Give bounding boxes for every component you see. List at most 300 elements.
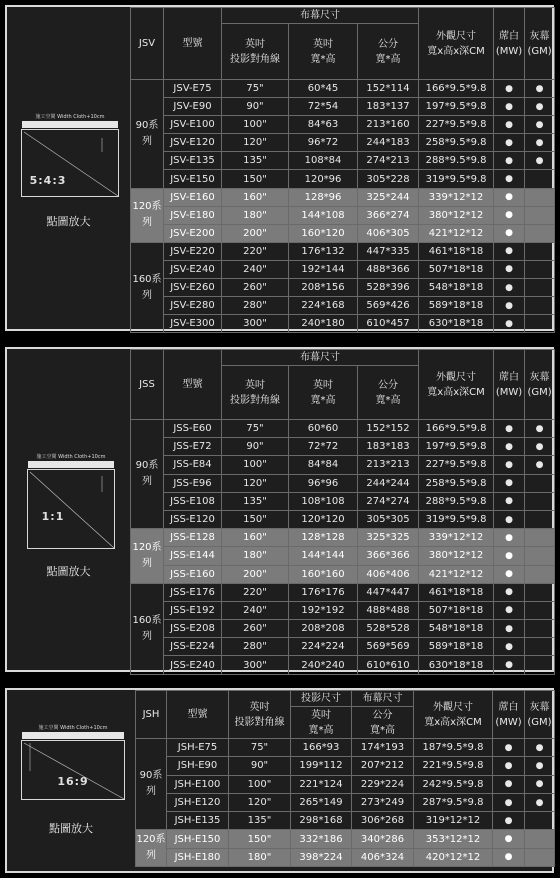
table-row xyxy=(131,260,555,278)
grey-matte-dot: ● xyxy=(525,134,555,152)
inch-size-cell: 84*84 xyxy=(289,456,358,474)
model-cell: JSS-E108 xyxy=(164,492,222,510)
grey-matte-dot xyxy=(525,279,555,297)
jss-spec-table xyxy=(130,349,555,675)
model-cell: JSH-E100 xyxy=(167,775,229,793)
diagonal-cell: 220" xyxy=(222,242,289,260)
matte-white-dot: ● xyxy=(494,134,525,152)
cm-size-cell: 229*224 xyxy=(352,775,414,793)
jsh-spec-table xyxy=(135,690,555,867)
outer-size-cell: 420*12*12 xyxy=(414,848,493,866)
table-row xyxy=(131,116,555,134)
outer-size-cell: 197*9.5*9.8 xyxy=(419,438,494,456)
model-cell: JSV-E90 xyxy=(164,98,222,116)
inch-size-cell: 192*144 xyxy=(289,260,358,278)
jss-table-body xyxy=(131,350,555,675)
series-label: 90系列 xyxy=(131,80,164,189)
cm-wh-header: 公分 寬*高 xyxy=(358,24,419,80)
inch-wh-header: 英吋 寬*高 xyxy=(289,24,358,80)
matte-white-dot: ● xyxy=(494,510,525,528)
table-row xyxy=(131,456,555,474)
inch-size-cell: 240*180 xyxy=(289,315,358,333)
cm-size-cell: 406*324 xyxy=(352,848,414,866)
aspect-ratio-label: 1:1 xyxy=(41,510,65,523)
outer-size-cell: 288*9.5*9.8 xyxy=(419,492,494,510)
inch-size-cell: 128*128 xyxy=(289,529,358,547)
inch-size-cell: 144*108 xyxy=(289,206,358,224)
table-row xyxy=(131,547,555,565)
diagonal-cell: 150" xyxy=(229,830,291,848)
screen-size-header: 布幕尺寸 xyxy=(222,350,419,366)
grey-matte-dot: ● xyxy=(525,757,555,775)
diagonal-cell: 100" xyxy=(229,775,291,793)
table-row xyxy=(136,830,555,848)
matte-white-dot: ● xyxy=(494,224,525,242)
matte-white-dot: ● xyxy=(493,848,525,866)
cm-size-cell: 273*249 xyxy=(352,793,414,811)
matte-white-dot: ● xyxy=(493,757,525,775)
matte-white-dot: ● xyxy=(494,420,525,438)
cm-size-cell: 569*426 xyxy=(358,297,419,315)
table-row xyxy=(131,420,555,438)
grey-matte-dot: ● xyxy=(525,420,555,438)
cm-size-cell: 340*286 xyxy=(352,830,414,848)
table-row xyxy=(131,510,555,528)
cm-size-cell: 183*183 xyxy=(358,438,419,456)
model-cell: JSH-E135 xyxy=(167,812,229,830)
cm-size-cell: 305*228 xyxy=(358,170,419,188)
table-row xyxy=(136,775,555,793)
outer-size-cell: 589*18*18 xyxy=(419,297,494,315)
cm-wh-header: 公分 寬*高 xyxy=(358,366,419,420)
diagonal-line-icon xyxy=(22,130,120,198)
diagonal-cell: 120" xyxy=(229,793,291,811)
jsh-panel xyxy=(5,688,554,873)
diagram-column xyxy=(7,349,130,670)
screen-size-header: 布幕尺寸 xyxy=(222,8,419,24)
matte-white-dot: ● xyxy=(494,297,525,315)
grey-matte-dot: ● xyxy=(525,438,555,456)
diagonal-cell: 280" xyxy=(222,297,289,315)
inch-size-cell: 96*96 xyxy=(289,474,358,492)
inch-size-cell: 144*144 xyxy=(289,547,358,565)
table-row xyxy=(136,848,555,866)
diagonal-cell: 135" xyxy=(222,152,289,170)
jsh-table-body xyxy=(136,691,555,867)
outer-size-cell: 227*9.5*9.8 xyxy=(419,116,494,134)
table-row xyxy=(131,438,555,456)
cm-size-cell: 306*268 xyxy=(352,812,414,830)
cm-size-cell: 528*528 xyxy=(358,620,419,638)
cm-size-cell: 174*193 xyxy=(352,739,414,757)
series-label: 90系列 xyxy=(136,739,167,830)
model-cell: JSV-E300 xyxy=(164,315,222,333)
outer-size-cell: 589*18*18 xyxy=(419,638,494,656)
grey-matte-dot xyxy=(525,812,555,830)
model-cell: JSS-E128 xyxy=(164,529,222,547)
inch-size-cell: 265*149 xyxy=(291,793,352,811)
outer-size-cell: 380*12*12 xyxy=(419,206,494,224)
grey-matte-dot xyxy=(525,492,555,510)
series-label: 160系列 xyxy=(131,242,164,332)
diagonal-cell: 100" xyxy=(222,456,289,474)
inch-diagonal-header: 英吋 投影對角線 xyxy=(229,691,291,739)
grey-matte-dot xyxy=(525,315,555,333)
grey-matte-dot: ● xyxy=(525,152,555,170)
series-label: 160系列 xyxy=(131,583,164,674)
inch-diagonal-header: 英吋 投影對角線 xyxy=(222,366,289,420)
diagram-bar-text: 施工空間 Width Cloth+10cm xyxy=(36,454,106,460)
screen-outline-diagram xyxy=(21,114,119,197)
model-cell: JSS-E176 xyxy=(164,583,222,601)
inch-size-cell: 224*168 xyxy=(289,297,358,315)
model-cell: JSV-E75 xyxy=(164,80,222,98)
cm-size-cell: 207*212 xyxy=(352,757,414,775)
table-row xyxy=(136,739,555,757)
table-row xyxy=(131,279,555,297)
diagonal-cell: 240" xyxy=(222,260,289,278)
matte-white-dot: ● xyxy=(494,492,525,510)
aspect-ratio-label: 5:4:3 xyxy=(29,174,67,187)
outer-size-cell: 548*18*18 xyxy=(419,279,494,297)
outer-size-cell: 461*18*18 xyxy=(419,242,494,260)
diagonal-cell: 150" xyxy=(222,170,289,188)
grey-matte-dot xyxy=(525,656,555,674)
model-cell: JSV-E280 xyxy=(164,297,222,315)
diagonal-cell: 280" xyxy=(222,638,289,656)
outer-size-cell: 319*12*12 xyxy=(414,812,493,830)
matte-white-dot: ● xyxy=(494,601,525,619)
cm-size-cell: 244*244 xyxy=(358,474,419,492)
model-cell: JSS-E160 xyxy=(164,565,222,583)
matte-white-dot: ● xyxy=(494,170,525,188)
table-row xyxy=(131,474,555,492)
matte-white-dot: ● xyxy=(494,260,525,278)
diagonal-cell: 300" xyxy=(222,656,289,674)
outer-size-cell: 197*9.5*9.8 xyxy=(419,98,494,116)
matte-white-dot: ● xyxy=(494,565,525,583)
projection-size-header: 投影尺寸 xyxy=(291,691,352,707)
model-cell: JSS-E240 xyxy=(164,656,222,674)
model-cell: JSV-E100 xyxy=(164,116,222,134)
series-code-header: JSH xyxy=(136,691,167,739)
table-row xyxy=(131,206,555,224)
screen-outline-diagram xyxy=(21,725,125,800)
diagram-bar-text: 施工空間 Width Cloth+10cm xyxy=(35,114,105,120)
diagonal-cell: 75" xyxy=(222,420,289,438)
inch-size-cell: 221*124 xyxy=(291,775,352,793)
matte-white-dot: ● xyxy=(494,315,525,333)
model-cell: JSV-E260 xyxy=(164,279,222,297)
outer-size-cell: 507*18*18 xyxy=(419,601,494,619)
model-cell: JSV-E220 xyxy=(164,242,222,260)
table-row xyxy=(131,492,555,510)
matte-white-dot: ● xyxy=(494,656,525,674)
table-row xyxy=(131,152,555,170)
outer-size-cell: 630*18*18 xyxy=(419,656,494,674)
grey-matte-dot xyxy=(525,830,555,848)
matte-white-dot: ● xyxy=(493,812,525,830)
matte-white-dot: ● xyxy=(494,152,525,170)
diagonal-cell: 160" xyxy=(222,188,289,206)
outer-size-cell: 221*9.5*9.8 xyxy=(414,757,493,775)
outer-size-cell: 166*9.5*9.8 xyxy=(419,420,494,438)
table-row xyxy=(131,98,555,116)
cm-size-cell: 213*160 xyxy=(358,116,419,134)
inch-size-cell: 60*60 xyxy=(289,420,358,438)
model-cell: JSV-E240 xyxy=(164,260,222,278)
matte-white-dot: ● xyxy=(494,116,525,134)
matte-white-dot: ● xyxy=(494,80,525,98)
model-cell: JSH-E150 xyxy=(167,830,229,848)
series-code-header: JSV xyxy=(131,8,164,80)
grey-matte-dot xyxy=(525,170,555,188)
diagonal-cell: 200" xyxy=(222,565,289,583)
grey-matte-dot xyxy=(525,529,555,547)
matte-white-dot: ● xyxy=(494,583,525,601)
outer-size-cell: 353*12*12 xyxy=(414,830,493,848)
outer-size-cell: 421*12*12 xyxy=(419,565,494,583)
diagonal-cell: 220" xyxy=(222,583,289,601)
cm-size-cell: 610*457 xyxy=(358,315,419,333)
cm-size-cell: 366*366 xyxy=(358,547,419,565)
model-cell: JSS-E144 xyxy=(164,547,222,565)
inch-size-cell: 60*45 xyxy=(289,80,358,98)
header-row xyxy=(131,350,555,366)
inch-size-cell: 84*63 xyxy=(289,116,358,134)
housing-bar xyxy=(28,461,114,468)
outer-size-cell: 461*18*18 xyxy=(419,583,494,601)
model-cell: JSV-E135 xyxy=(164,152,222,170)
model-header: 型號 xyxy=(164,8,222,80)
series-code-header: JSS xyxy=(131,350,164,420)
grey-matte-dot: ● xyxy=(525,793,555,811)
diagonal-cell: 240" xyxy=(222,601,289,619)
diagonal-cell: 90" xyxy=(222,98,289,116)
cm-size-cell: 325*325 xyxy=(358,529,419,547)
cm-size-cell: 152*114 xyxy=(358,80,419,98)
grey-matte-dot: ● xyxy=(525,80,555,98)
table-row xyxy=(131,170,555,188)
grey-matte-dot: ● xyxy=(525,116,555,134)
inch-size-cell: 120*96 xyxy=(289,170,358,188)
inch-size-cell: 240*240 xyxy=(289,656,358,674)
jsv-diagram[interactable] xyxy=(15,114,127,205)
grey-matte-dot xyxy=(525,206,555,224)
diagonal-cell: 260" xyxy=(222,279,289,297)
cm-size-cell: 274*213 xyxy=(358,152,419,170)
matte-white-dot: ● xyxy=(494,206,525,224)
cm-size-cell: 569*569 xyxy=(358,638,419,656)
diagonal-cell: 180" xyxy=(222,206,289,224)
outer-size-cell: 258*9.5*9.8 xyxy=(419,474,494,492)
series-label: 120系列 xyxy=(131,529,164,584)
grey-matte-dot xyxy=(525,565,555,583)
housing-bar xyxy=(22,121,118,128)
grey-matte-dot xyxy=(525,620,555,638)
grey-matte-header: 灰幕 (GM) xyxy=(525,350,555,420)
enlarge-label[interactable]: 點圖放大 xyxy=(46,565,91,578)
table-row xyxy=(131,188,555,206)
inch-size-cell: 298*168 xyxy=(291,812,352,830)
diagonal-cell: 260" xyxy=(222,620,289,638)
matte-white-header: 蓆白 (MW) xyxy=(493,691,525,739)
outer-size-header: 外觀尺寸 寬x高x深CM xyxy=(419,350,494,420)
outer-size-cell: 339*12*12 xyxy=(419,529,494,547)
matte-white-dot: ● xyxy=(494,638,525,656)
jss-diagram[interactable] xyxy=(15,454,127,557)
matte-white-dot: ● xyxy=(494,242,525,260)
inch-size-cell: 398*224 xyxy=(291,848,352,866)
matte-white-dot: ● xyxy=(494,620,525,638)
table-row xyxy=(136,812,555,830)
diagonal-cell: 120" xyxy=(222,474,289,492)
outer-size-cell: 288*9.5*9.8 xyxy=(419,152,494,170)
inch-size-cell: 176*176 xyxy=(289,583,358,601)
inch-size-cell: 199*112 xyxy=(291,757,352,775)
table-row xyxy=(131,583,555,601)
table-row xyxy=(131,134,555,152)
diagonal-cell: 90" xyxy=(229,757,291,775)
outer-size-header: 外觀尺寸 寬x高x深CM xyxy=(414,691,493,739)
grey-matte-dot xyxy=(525,510,555,528)
matte-white-dot: ● xyxy=(494,474,525,492)
diagonal-cell: 180" xyxy=(222,547,289,565)
model-header: 型號 xyxy=(167,691,229,739)
diagram-column xyxy=(7,7,130,329)
model-cell: JSH-E75 xyxy=(167,739,229,757)
cm-size-cell: 488*488 xyxy=(358,601,419,619)
grey-matte-header: 灰幕 (GM) xyxy=(525,691,555,739)
enlarge-label[interactable]: 點圖放大 xyxy=(49,822,93,835)
header-row xyxy=(136,691,555,707)
grey-matte-dot xyxy=(525,297,555,315)
model-cell: JSH-E90 xyxy=(167,757,229,775)
grey-matte-dot xyxy=(525,188,555,206)
model-cell: JSS-E84 xyxy=(164,456,222,474)
jss-panel xyxy=(5,347,554,672)
grey-matte-dot xyxy=(525,547,555,565)
outer-size-cell: 380*12*12 xyxy=(419,547,494,565)
cm-size-cell: 152*152 xyxy=(358,420,419,438)
model-cell: JSS-E72 xyxy=(164,438,222,456)
cm-size-cell: 366*274 xyxy=(358,206,419,224)
inch-size-cell: 128*96 xyxy=(289,188,358,206)
diagonal-cell: 75" xyxy=(222,80,289,98)
grey-matte-dot: ● xyxy=(525,456,555,474)
grey-matte-dot xyxy=(525,583,555,601)
diagonal-cell: 160" xyxy=(222,529,289,547)
inch-size-cell: 208*156 xyxy=(289,279,358,297)
model-cell: JSS-E60 xyxy=(164,420,222,438)
outer-size-header: 外觀尺寸 寬x高x深CM xyxy=(419,8,494,80)
table-row xyxy=(131,224,555,242)
inch-size-cell: 108*84 xyxy=(289,152,358,170)
diagonal-cell: 135" xyxy=(222,492,289,510)
table-row xyxy=(131,638,555,656)
cm-size-cell: 406*305 xyxy=(358,224,419,242)
grey-matte-dot xyxy=(525,242,555,260)
grey-matte-dot xyxy=(525,474,555,492)
outer-size-cell: 507*18*18 xyxy=(419,260,494,278)
enlarge-label[interactable]: 點圖放大 xyxy=(46,215,91,228)
inch-size-cell: 108*108 xyxy=(289,492,358,510)
model-cell: JSV-E120 xyxy=(164,134,222,152)
matte-white-header: 蓆白 (MW) xyxy=(494,8,525,80)
diagonal-line-icon xyxy=(22,741,126,801)
grey-matte-dot xyxy=(525,224,555,242)
outer-size-cell: 319*9.5*9.8 xyxy=(419,510,494,528)
grey-matte-dot: ● xyxy=(525,739,555,757)
model-cell: JSV-E150 xyxy=(164,170,222,188)
table-row xyxy=(131,80,555,98)
inch-size-cell: 332*186 xyxy=(291,830,352,848)
matte-white-dot: ● xyxy=(494,188,525,206)
grey-matte-dot: ● xyxy=(525,98,555,116)
jsv-table-body xyxy=(131,8,555,333)
table-row xyxy=(131,565,555,583)
inch-diagonal-header: 英吋 投影對角線 xyxy=(222,24,289,80)
table-row xyxy=(131,242,555,260)
cm-size-cell: 447*447 xyxy=(358,583,419,601)
model-cell: JSH-E180 xyxy=(167,848,229,866)
series-label: 120系列 xyxy=(131,188,164,242)
cm-size-cell: 447*335 xyxy=(358,242,419,260)
grey-matte-header: 灰幕 (GM) xyxy=(525,8,555,80)
matte-white-dot: ● xyxy=(493,739,525,757)
table-row xyxy=(136,757,555,775)
matte-white-dot: ● xyxy=(493,830,525,848)
diagram-bar-text: 施工空間 Width Cloth+10cm xyxy=(38,725,108,731)
screen-outline-diagram xyxy=(27,454,115,549)
inch-size-cell: 166*93 xyxy=(291,739,352,757)
diagonal-cell: 135" xyxy=(229,812,291,830)
jsv-spec-table xyxy=(130,7,555,333)
diagram-column xyxy=(7,690,135,871)
outer-size-cell: 287*9.5*9.8 xyxy=(414,793,493,811)
diagonal-cell: 75" xyxy=(229,739,291,757)
cm-size-cell: 305*305 xyxy=(358,510,419,528)
model-cell: JSS-E208 xyxy=(164,620,222,638)
cm-size-cell: 274*274 xyxy=(358,492,419,510)
matte-white-dot: ● xyxy=(493,793,525,811)
model-cell: JSS-E120 xyxy=(164,510,222,528)
inch-size-cell: 96*72 xyxy=(289,134,358,152)
cm-size-cell: 528*396 xyxy=(358,279,419,297)
outer-size-cell: 319*9.5*9.8 xyxy=(419,170,494,188)
diagonal-cell: 150" xyxy=(222,510,289,528)
cm-size-cell: 213*213 xyxy=(358,456,419,474)
matte-white-dot: ● xyxy=(494,456,525,474)
table-row xyxy=(131,529,555,547)
series-label: 90系列 xyxy=(131,420,164,529)
inch-size-cell: 192*192 xyxy=(289,601,358,619)
matte-white-dot: ● xyxy=(493,775,525,793)
model-header: 型號 xyxy=(164,350,222,420)
header-row xyxy=(131,8,555,24)
table-row xyxy=(131,601,555,619)
jsh-diagram[interactable] xyxy=(15,718,127,808)
model-cell: JSS-E224 xyxy=(164,638,222,656)
model-cell: JSS-E96 xyxy=(164,474,222,492)
diagonal-cell: 120" xyxy=(222,134,289,152)
outer-size-cell: 227*9.5*9.8 xyxy=(419,456,494,474)
outer-size-cell: 421*12*12 xyxy=(419,224,494,242)
outer-size-cell: 630*18*18 xyxy=(419,315,494,333)
model-cell: JSV-E160 xyxy=(164,188,222,206)
outer-size-cell: 166*9.5*9.8 xyxy=(419,80,494,98)
diagonal-cell: 200" xyxy=(222,224,289,242)
